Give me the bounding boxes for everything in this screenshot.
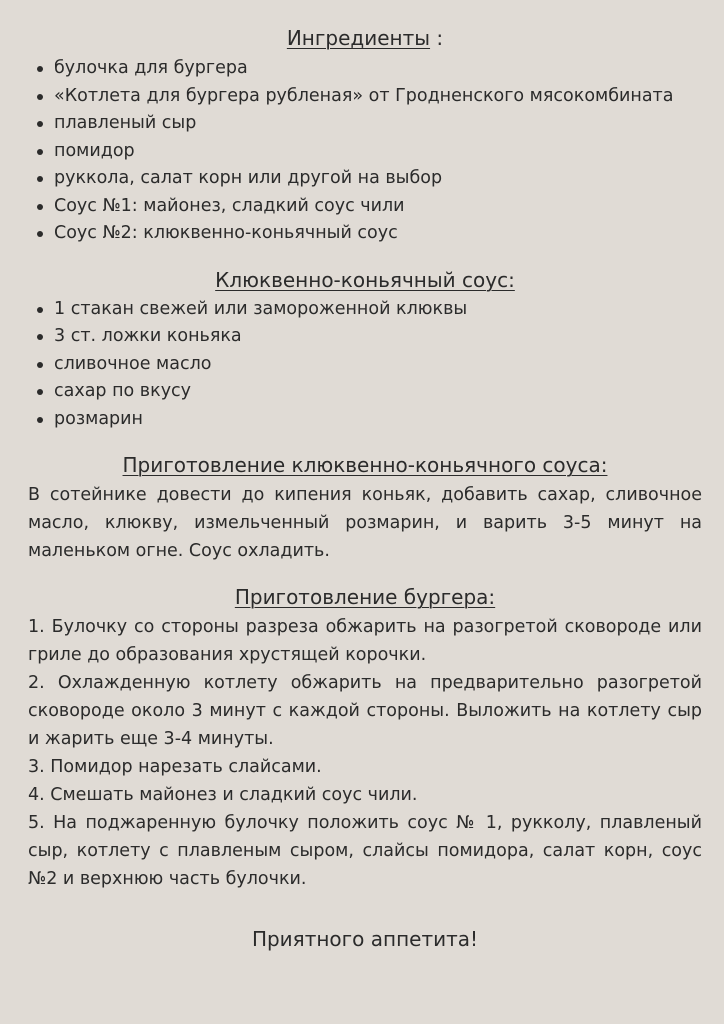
sauce-title: Клюквенно-коньячный соус: <box>215 267 515 292</box>
footer-text: Приятного аппетита! <box>251 927 479 951</box>
step-item: 3. Помидор нарезать слайсами. <box>28 757 322 777</box>
list-item: 3 ст. ложки коньяка <box>28 323 702 351</box>
recipe-page <box>28 24 702 953</box>
sauce-prep-title: Приготовление клюквенно-коньячного соуса: <box>122 453 608 477</box>
ingredients-title-suffix: : <box>430 26 444 50</box>
list-item: булочка для бургера <box>28 55 702 83</box>
list-item: розмарин <box>28 406 702 434</box>
list-item: плавленый сыр <box>28 110 702 138</box>
step-item: 2. Охлажденную котлету обжарить на предварительно разогретой сковороде около 3 минут с каждой стороны. Выложить на котлету сыр и жарить еще 3-4 минуты. <box>28 673 702 749</box>
sauce-prep-text: В сотейнике довести до кипения коньяк, добавить сахар, сливочное масло, клюкву, измельченный розмарин, и варить 3-5 минут на маленьком огне. Соус охладить. <box>28 485 702 561</box>
ingredients-heading <box>28 24 702 52</box>
sauce-heading <box>28 266 702 294</box>
list-item: сливочное масло <box>28 351 702 379</box>
list-item: помидор <box>28 138 702 166</box>
step-item: 4. Смешать майонез и сладкий соус чили. <box>28 785 418 805</box>
list-item: 1 стакан свежей или замороженной клюквы <box>28 296 702 324</box>
sauce-ingredients-list <box>28 296 702 434</box>
step-item: 1. Булочку со стороны разреза обжарить на разогретой сковороде или гриле до образования хрустящей корочки. <box>28 617 702 665</box>
list-item: Соус №1: майонез, сладкий соус чили <box>28 193 702 221</box>
burger-prep-steps <box>28 613 702 893</box>
ingredients-list <box>28 55 702 248</box>
sauce-prep-heading <box>28 451 702 479</box>
list-item: «Котлета для бургера рубленая» от Гродненского мясокомбината <box>28 83 702 111</box>
list-item: сахар по вкусу <box>28 378 702 406</box>
step-item: 5. На поджаренную булочку положить соус № 1, рукколу, плавленый сыр, котлету с плавленым сыром, слайсы помидора, салат корн, соус №2 и верхнюю часть булочки. <box>28 813 702 889</box>
list-item: руккола, салат корн или другой на выбор <box>28 165 702 193</box>
burger-prep-title: Приготовление бургера: <box>234 585 496 609</box>
ingredients-title: Ингредиенты <box>286 26 431 50</box>
list-item: Соус №2: клюквенно-коньячный соус <box>28 220 702 248</box>
burger-prep-heading <box>28 583 702 611</box>
